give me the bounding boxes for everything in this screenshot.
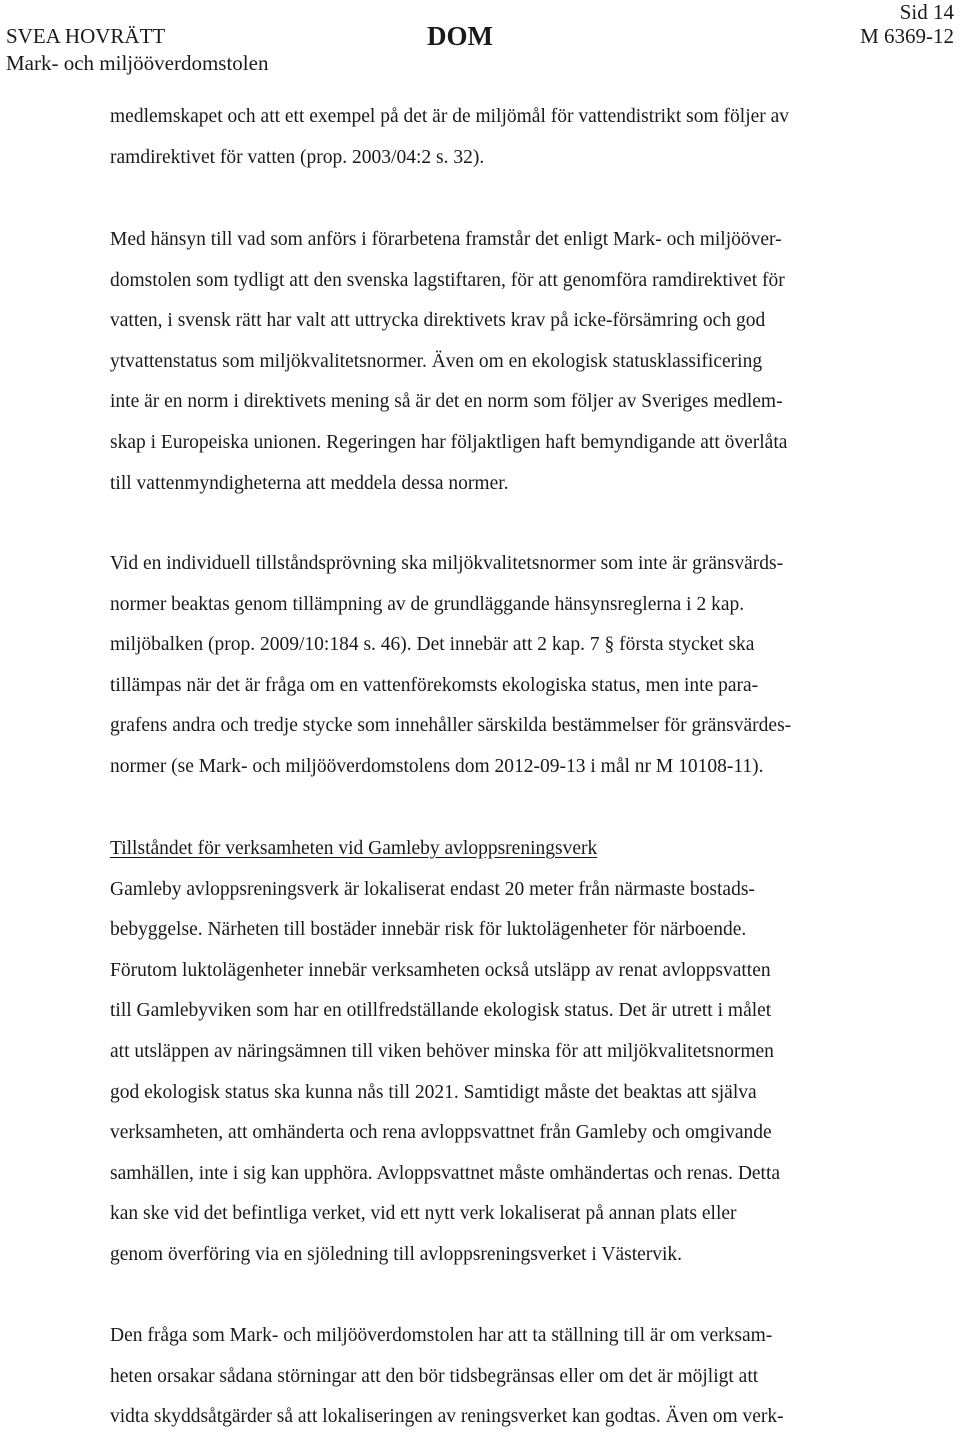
text-line: tillämpas när det är fråga om en vattenförekomsts ekologiska status, men inte para- [110,674,759,696]
text-line: till vattenmyndigheterna att meddela dessa normer. [110,472,509,494]
text-line: normer (se Mark- och miljööverdomstolens dom 2012-09-13 i mål nr M 10108-11). [110,755,764,777]
text-line: kan ske vid det befintliga verket, vid ett nytt verk lokaliserat på annan plats eller [110,1203,737,1225]
paragraph-5 [110,1316,930,1438]
text-line: vatten, i svensk rätt har valt att uttrycka direktivets krav på icke-försämring och god [110,310,766,332]
text-line: normer beaktas genom tillämpning av de grundläggande hänsynsreglerna i 2 kap. [110,593,745,615]
case-number: M 6369-12 [860,24,954,48]
court-division: Mark- och miljööverdomstolen [6,51,269,75]
text-line: Förutom luktolägenheter innebär verksamheten också utsläpp av renat avloppsvatten [110,959,771,981]
text-line: heten orsakar sådana störningar att den bör tidsbegränsas eller om det är möjligt att [110,1365,759,1387]
section-gamleby [110,829,930,1276]
text-line: Med hänsyn till vad som anförs i förarbetena framstår det enligt Mark- och miljööver- [110,229,782,250]
document-type: DOM [427,21,493,51]
text-line: domstolen som tydligt att den svenska lagstiftaren, för att genomföra ramdirektivet för [110,269,785,291]
text-line: samhällen, inte i sig kan upphöra. Avloppsvattnet måste omhändertas och renas. Detta [110,1162,781,1184]
paragraph-2 [110,220,930,504]
section-heading: Tillståndet för verksamheten vid Gamleby avloppsreningsverk [110,838,598,859]
text-line: Gamleby avloppsreningsverk är lokaliserat endast 20 meter från närmaste bostads- [110,878,755,900]
text-line: till Gamlebyviken som har en otillfredställande ekologisk status. Det är utrett i målet [110,1000,772,1022]
text-line: verksamheten, att omhänderta och rena avloppsvattnet från Gamleby och omgivande [110,1122,772,1144]
text-line: bebyggelse. Närheten till bostäder innebär risk för luktolägenheter för närboende. [110,919,747,941]
paragraph-1 [110,97,930,178]
text-line: genom överföring via en sjöledning till avloppsreningsverket i Västervik. [110,1243,683,1265]
text-line: miljöbalken (prop. 2009/10:184 s. 46). Det innebär att 2 kap. 7 § första stycket ska [110,634,755,656]
text-line: ytvattenstatus som miljökvalitetsnormer. Även om en ekologisk statusklassificering [110,350,763,372]
text-line: grafens andra och tredje stycke som innehåller särskilda bestämmelser för gränsvärdes- [110,715,792,737]
text-line: skap i Europeiska unionen. Regeringen har följaktligen haft bemyndigande att överlåta [110,431,788,453]
text-line: Vid en individuell tillståndsprövning ska miljökvalitetsnormer som inte är gränsvärds- [110,553,784,574]
text-line: inte är en norm i direktivets mening så är det en norm som följer av Sveriges medlem- [110,391,783,413]
text-line: ramdirektivet för vatten (prop. 2003/04:2 s. 32). [110,146,485,168]
text-line: Den fråga som Mark- och miljööverdomstolen har att ta ställning till är om verksam- [110,1325,773,1346]
text-line: vidta skyddsåtgärder så att lokaliseringen av reningsverket kan godtas. Även om verk- [110,1406,784,1428]
court-name: SVEA HOVRÄTT [6,24,166,48]
paragraph-3 [110,544,930,788]
text-line: att utsläppen av näringsämnen till viken behöver minska för att miljökvalitetsnormen [110,1040,774,1062]
text-line: god ekologisk status ska kunna nås till 2021. Samtidigt måste det beaktas att själva [110,1081,757,1103]
text-line: medlemskapet och att ett exempel på det är de miljömål för vattendistrikt som följer av [110,106,790,127]
page-number: Sid 14 [899,0,954,24]
